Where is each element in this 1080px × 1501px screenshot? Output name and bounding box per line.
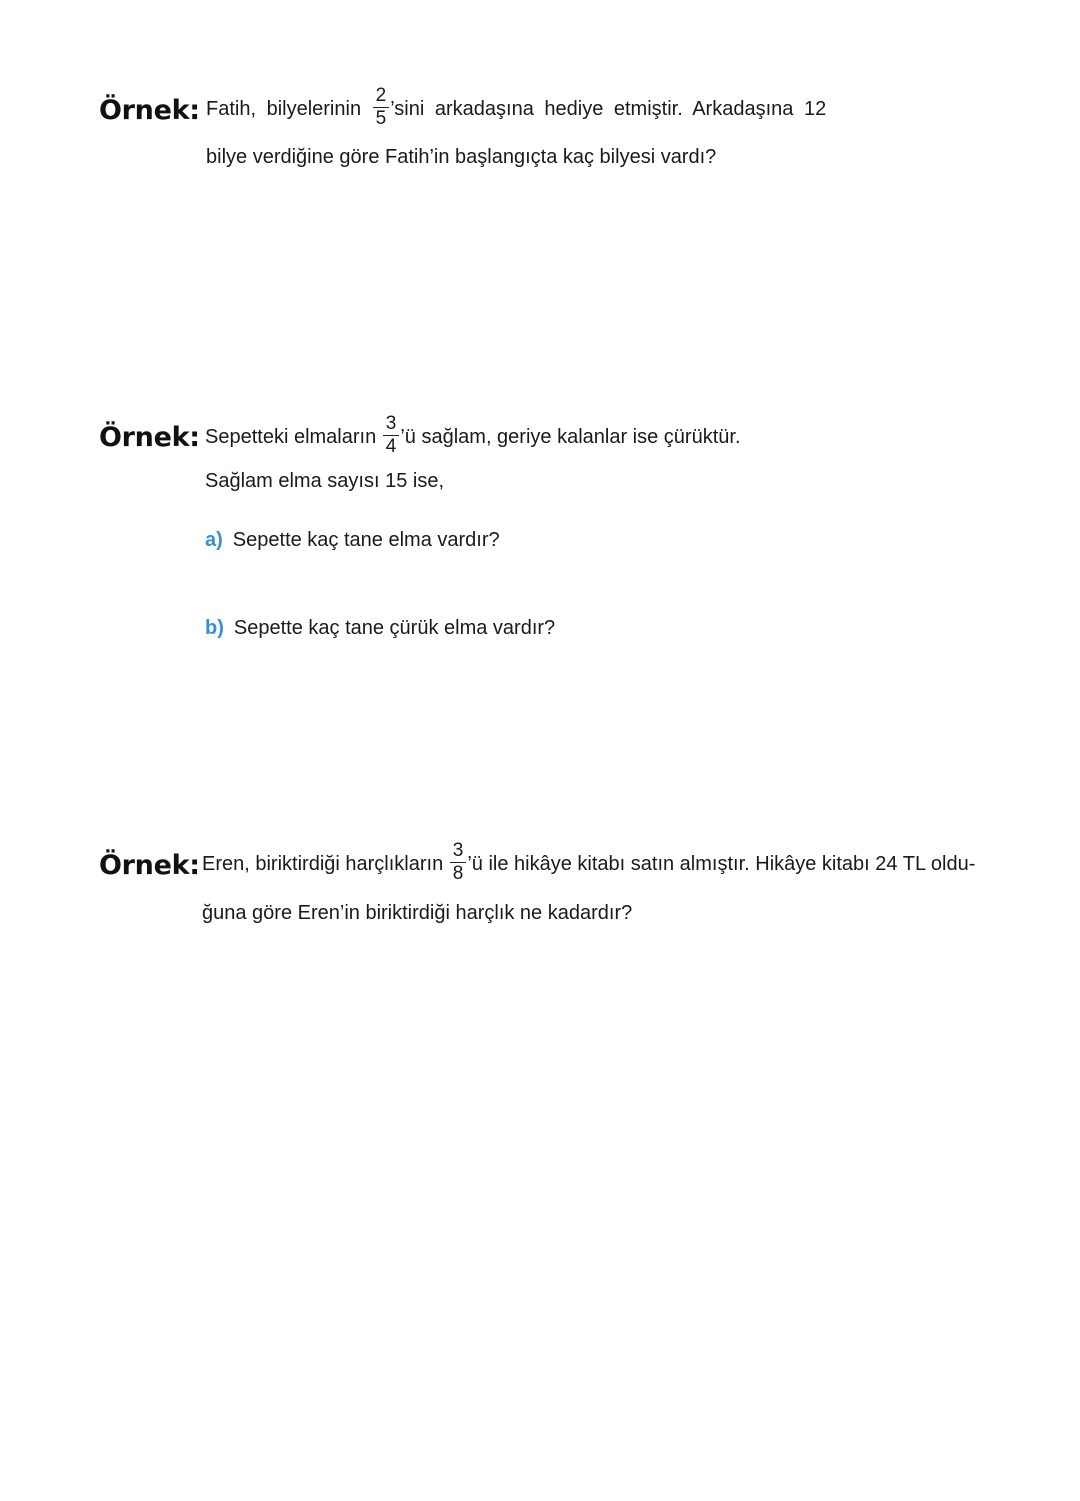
fraction-numerator: 3 [450,841,467,863]
example-label: Örnek: [99,422,200,453]
example-label: Örnek: [99,850,200,881]
question-text-before: Fatih, bilyelerinin [206,97,362,120]
fraction [373,86,390,129]
fraction-denominator: 4 [385,436,397,457]
question-text-after: ’ü sağlam, geriye kalanlar ise çürüktür. [400,425,741,448]
question-text-after: ’ü ile hikâye kitabı satın almıştır. Hikâye kitabı 24 TL oldu- [467,852,976,875]
fraction [383,414,400,457]
question-line-1 [206,85,827,131]
fraction-denominator: 8 [452,863,464,884]
option-letter: a) [205,529,223,551]
question-line-1 [202,840,976,886]
question-text-after: ’sini arkadaşına hediye etmiştir. Arkadaşına 12 [390,97,827,120]
question-line-2: bilye verdiğine göre Fatih’in başlangıçta kaç bilyesi vardı? [206,146,717,168]
question-line-2: ğuna göre Eren’in biriktirdiği harçlık ne kadardır? [202,902,633,924]
fraction-denominator: 5 [375,108,387,129]
fraction-numerator: 2 [373,86,390,108]
option-letter: b) [205,617,224,639]
question-line-1 [205,413,741,459]
question-text-before: Eren, biriktirdiği harçlıkların [202,852,444,875]
option-text: Sepette kaç tane elma vardır? [232,529,500,551]
example-label: Örnek: [99,95,200,126]
question-line-2: Sağlam elma sayısı 15 ise, [205,470,444,492]
fraction-numerator: 3 [383,414,400,436]
option-text: Sepette kaç tane çürük elma vardır? [233,617,556,639]
option-a [205,529,500,552]
fraction [450,841,467,884]
option-b [205,617,555,640]
question-text-before: Sepetteki elmaların [205,425,377,448]
